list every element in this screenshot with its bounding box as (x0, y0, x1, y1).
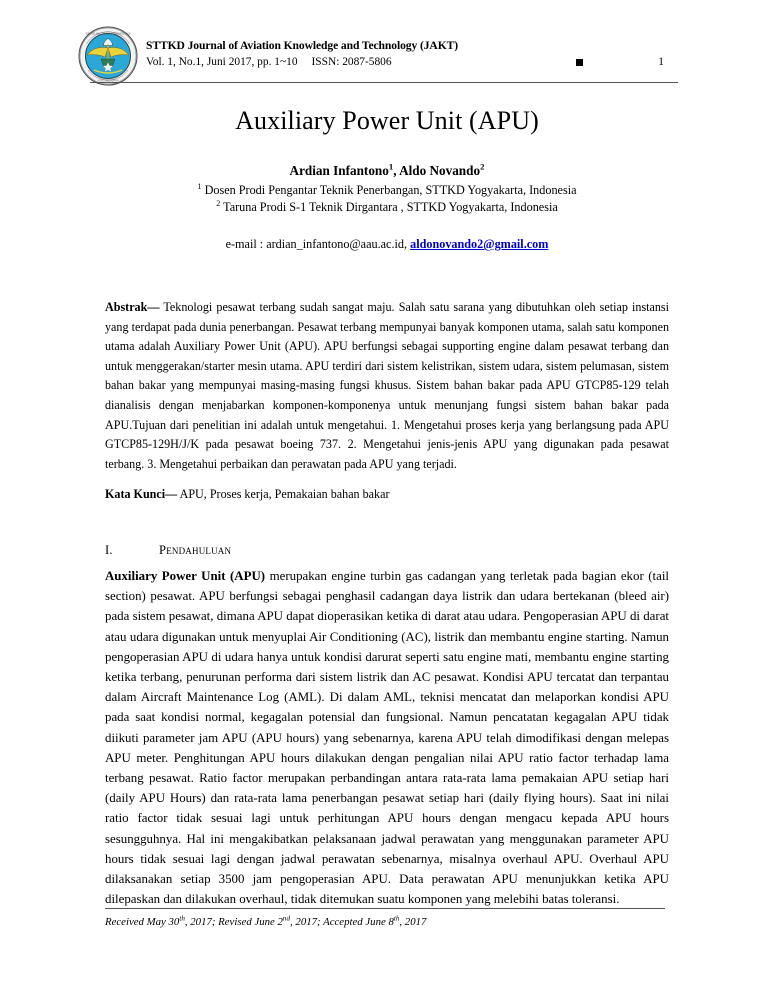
volume-text: Vol. 1, No.1, Juni 2017, pp. 1~10 (146, 56, 298, 68)
revised-year: , 2017; (290, 916, 324, 928)
introduction-text: merupakan engine turbin gas cadangan yang terletak pada bagian ekor (tail section) pesawat. APU berfungsi sebagai penghasil cadangan daya listrik dan udara bertekanan (bleed air) pada sistem pesawat, dimana APU dapat dioperasikan ketika di darat atau udara. Pengoperasian APU di darat atau udara digunakan untuk menyuplai Air Conditioning (AC), listrik dan membantu engine starting. Namun pengoperasian APU di udara hanya untuk kondisi darurat seperti satu engine mati, membantu engine starting ketika terbang, penurunan performa dari sistem listrik dan AC pesawat. Kondisi APU tercatat dan terpantau dalam Aircraft Maintenance Log (AML). Di dalam AML, teknisi mencatat dan melaporkan kondisi APU pada saat kondisi normal, kegagalan potensial dan fungsional. Namun pencatatan kegagalan APU tidak diikuti parameter jam APU (APU hours) yang sebenarnya, karena APU telah dimodifikasi dengan melepas APU meter. Penghitungan APU hours dilakukan dengan pengalian nilai APU ratio factor terhadap lama terbang pesawat. Ratio factor merupakan perbandingan antara rata-rata lama pemakaian APU setiap hari (daily APU Hours) dan rata-rata lama penerbangan pesawat setiap hari (daily flying hours). Saat ini nilai ratio factor tidak sesuai lagi untuk perhitungan APU hours dengan mengacu kepada APU hours sesungguhnya. Hal ini mengakibatkan pelaksanaan jadwal perawatan yang menggunakan parameter APU hours tidak sesuai lagi dengan jadwal perawatan sebenarnya, misalnya overhaul APU. Overhaul APU dilaksanakan setiap 3500 jam pengoperasian APU. Data perawatan APU menunjukkan ketika APU dilepaskan dan dilakukan overhaul, tidak ditemukan suatu komponen yang melebihi batas toleransi. (105, 568, 669, 907)
affiliation-2 (105, 199, 669, 216)
received-label: Received May 30 (105, 916, 180, 928)
received-ordinal: th (179, 914, 185, 923)
author-list (105, 162, 669, 180)
affiliation-sup-1: 1 (197, 181, 202, 191)
email-link[interactable]: aldonovando2@gmail.com (410, 237, 549, 251)
svg-text:SEKOLAH TINGGI TEKNOLOGI: SEKOLAH TINGGI TEKNOLOGI (85, 31, 131, 36)
journal-title: STTKD Journal of Aviation Knowledge and Technology (JAKT) (146, 39, 459, 52)
revised-ordinal: nd (282, 914, 291, 923)
section-title: Pendahuluan (159, 542, 232, 557)
author-name-2: Aldo Novando (399, 163, 481, 178)
introduction-lead: Auxiliary Power Unit (APU) (105, 568, 266, 583)
journal-volume-line (146, 54, 576, 70)
introduction-paragraph (105, 566, 669, 909)
footer-divider (105, 908, 665, 909)
author-sup-1: 1 (388, 161, 394, 172)
manuscript-dates (105, 915, 669, 930)
keywords-text: APU, Proses kerja, Pemakaian bahan bakar (177, 487, 390, 502)
abstract-section (105, 298, 669, 474)
svg-text:YOGYAKARTA: YOGYAKARTA (97, 78, 119, 83)
article-body (105, 104, 669, 909)
page-title: Auxiliary Power Unit (APU) (235, 106, 539, 135)
page-number: 1 (658, 56, 664, 68)
received-year: , 2017; (184, 916, 219, 928)
accepted-label: Accepted June 8 (323, 916, 394, 928)
author-sup-2: 2 (480, 161, 485, 172)
email-prefix: e-mail : ardian_infantono@aau.ac.id, (225, 237, 411, 251)
abstract-text: Teknologi pesawat terbang sudah sangat maju. Salah satu sarana yang dibutuhkan oleh setiap instansi yang terdapat pada dunia penerbangan. Pesawat terbang mempunyai banyak komponen utama, salah satu komponen utama adalah Auxiliary Power Unit (APU). APU berfungsi sebagai supporting engine dalam pesawat terbang dan untuk menggerakan/starter mesin utama. APU terdiri dari sistem kelistrikan, sistem udara, sistem pelumasan, sistem bahan bakar yang mempunyai masing-masing fungsi khusus. Sistem bahan bakar pada APU GTCP85-129 telah dianalisis dengan menjabarkan komponen-komponenya untuk menunjang fungsi sistem bahan bakar pada APU.Tujuan dari penelitian ini adalah untuk mengetahui. 1. Mengetahui proses kerja yang berlangsung pada APU GTCP85-129H/J/K pada pesawat boeing 737. 2. Mengetahui jenis-jenis APU yang digunakan pada pesawat terbang. 3. Mengetahui perbaikan dan perawatan pada APU yang terjadi. (105, 300, 669, 471)
keywords-section (105, 485, 669, 505)
header-page-block (558, 54, 678, 72)
keywords-label: Kata Kunci— (105, 487, 178, 502)
abstract-paragraph (105, 298, 669, 474)
author-name-1: Ardian Infantono (289, 163, 389, 178)
revised-label: Revised June 2 (218, 916, 283, 928)
accepted-year: , 2017 (399, 916, 427, 928)
email-line (105, 236, 669, 253)
accepted-ordinal: th (393, 914, 400, 923)
section-heading-introduction (105, 541, 669, 559)
header-divider (90, 82, 678, 83)
introduction-body (105, 566, 669, 909)
header-journal-block (146, 38, 576, 70)
affiliation-1 (105, 182, 669, 199)
sttkd-emblem-icon (78, 26, 138, 86)
running-header (0, 24, 768, 96)
square-marker-icon (576, 59, 583, 66)
affiliation-text-1: Dosen Prodi Pengantar Teknik Penerbangan, STTKD Yogyakarta, Indonesia (201, 183, 577, 197)
affiliation-text-2: Taruna Prodi S-1 Teknik Dirgantara , STTKD Yogyakarta, Indonesia (220, 200, 558, 214)
page-footer (105, 908, 669, 930)
section-number: I. (105, 542, 113, 557)
author-separator: , (393, 163, 400, 178)
abstract-label: Abstrak— (105, 300, 160, 314)
issn-text: ISSN: 2087-5806 (311, 56, 392, 68)
affiliation-sup-2: 2 (216, 198, 221, 208)
